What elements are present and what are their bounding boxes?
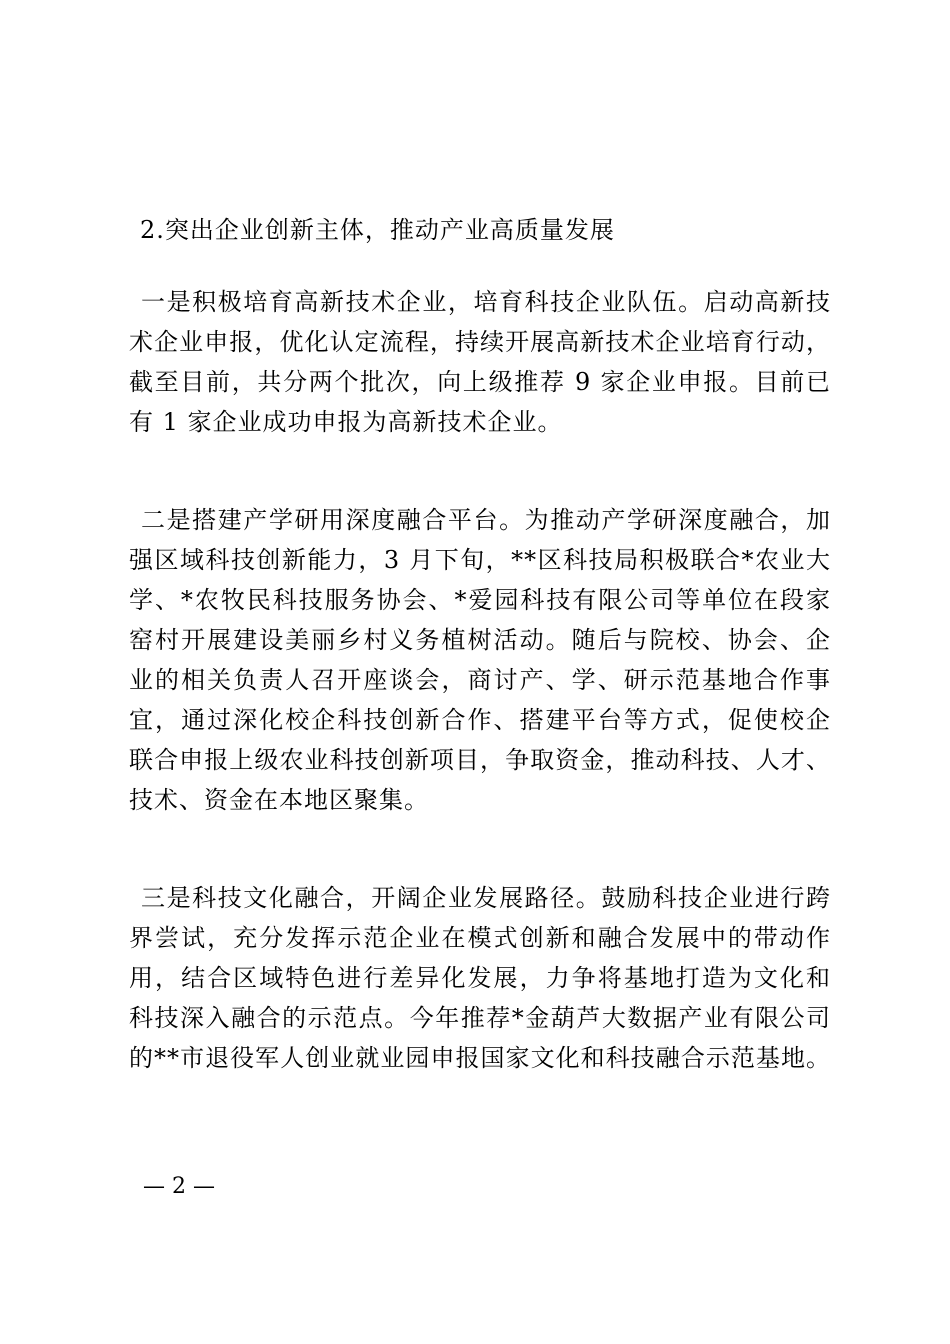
paragraph-2	[129, 500, 831, 820]
paragraph-line: 二是搭建产学研用深度融合平台。为推动产学研深度融合，加	[141, 506, 831, 534]
paragraph-line: 有 1 家企业成功申报为高新技术企业。	[129, 408, 563, 436]
paragraph-line: 学、*农牧民科技服务协会、*爱园科技有限公司等单位在段家	[129, 586, 831, 614]
paragraph-line: 用，结合区域特色进行差异化发展，力争将基地打造为文化和	[129, 964, 831, 992]
paragraph-line: 联合申报上级农业科技创新项目，争取资金，推动科技、人才、	[129, 746, 831, 774]
paragraph-1	[129, 282, 831, 442]
page-number: — 2 —	[143, 1174, 215, 1199]
section-heading: 2.突出企业创新主体，推动产业高质量发展	[140, 216, 615, 244]
paragraph-line: 的**市退役军人创业就业园申报国家文化和科技融合示范基地。	[129, 1044, 831, 1072]
paragraph-line: 一是积极培育高新技术企业，培育科技企业队伍。启动高新技	[141, 288, 831, 316]
paragraph-line: 业的相关负责人召开座谈会，商讨产、学、研示范基地合作事	[129, 666, 831, 694]
paragraph-line: 截至目前，共分两个批次，向上级推荐 9 家企业申报。目前已	[129, 368, 831, 396]
paragraph-line: 三是科技文化融合，开阔企业发展路径。鼓励科技企业进行跨	[141, 884, 831, 912]
paragraph-3	[129, 878, 831, 1078]
paragraph-line: 技术、资金在本地区聚集。	[129, 786, 429, 814]
paragraph-line: 窑村开展建设美丽乡村义务植树活动。随后与院校、协会、企	[129, 626, 831, 654]
paragraph-line: 强区域科技创新能力，3 月下旬，**区科技局积极联合*农业大	[129, 546, 831, 574]
paragraph-line: 界尝试，充分发挥示范企业在模式创新和融合发展中的带动作	[129, 924, 831, 952]
paragraph-line: 术企业申报，优化认定流程，持续开展高新技术企业培育行动，	[129, 328, 831, 356]
paragraph-line: 科技深入融合的示范点。今年推荐*金葫芦大数据产业有限公司	[129, 1004, 831, 1032]
paragraph-line: 宜，通过深化校企科技创新合作、搭建平台等方式，促使校企	[129, 706, 831, 734]
